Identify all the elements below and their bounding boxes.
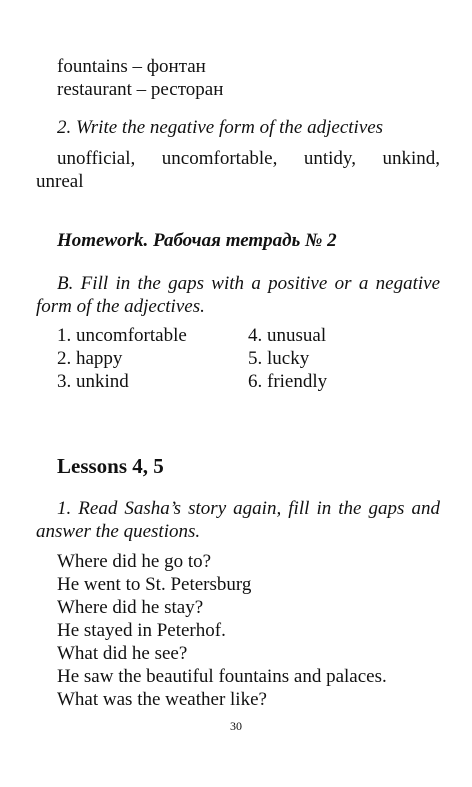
- list-item: 2. happy: [57, 348, 123, 369]
- qa-line: He saw the beautiful fountains and palaces.: [57, 666, 387, 687]
- lessons-title: Lessons 4, 5: [57, 454, 164, 478]
- exercise-instruction: answer the questions.: [36, 521, 201, 542]
- qa-line: What did he see?: [57, 643, 188, 664]
- homework-title: Homework. Рабочая тетрадь № 2: [57, 230, 337, 251]
- page-number: 30: [230, 719, 242, 733]
- qa-line: What was the weather like?: [57, 689, 267, 710]
- list-item: 3. unkind: [57, 371, 129, 392]
- qa-line: He stayed in Peterhof.: [57, 620, 226, 641]
- list-item: 5. lucky: [248, 348, 310, 369]
- exercise-instruction: B. Fill in the gaps with a positive or a negative: [57, 273, 440, 294]
- list-item: 4. unusual: [248, 325, 327, 346]
- list-item: 1. uncomfortable: [57, 325, 187, 346]
- answer-line: unreal: [36, 171, 84, 192]
- exercise-instruction: 2. Write the negative form of the adjectives: [57, 117, 384, 138]
- answer-line: unofficial, uncomfortable, untidy, unkind,: [57, 148, 440, 169]
- exercise-instruction: form of the adjectives.: [36, 296, 205, 317]
- qa-line: Where did he go to?: [57, 551, 212, 572]
- list-item: 6. friendly: [248, 371, 328, 392]
- qa-line: He went to St. Petersburg: [57, 574, 252, 595]
- vocab-line: fountains – фонтан: [57, 56, 206, 77]
- qa-line: Where did he stay?: [57, 597, 204, 618]
- vocab-line: restaurant – ресторан: [57, 79, 224, 100]
- exercise-instruction: 1. Read Sasha’s story again, fill in the gaps and: [57, 498, 440, 519]
